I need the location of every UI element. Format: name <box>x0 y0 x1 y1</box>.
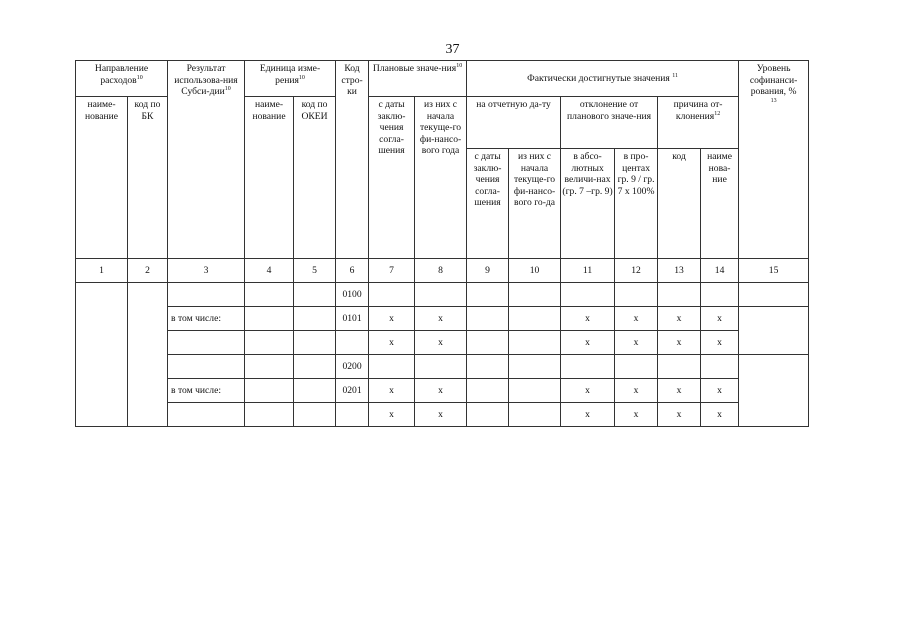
column-number: 11 <box>561 259 615 283</box>
header-otklonenie: отклонение от планового значе-ния <box>561 97 658 149</box>
data-cell <box>294 331 336 355</box>
header-fact-iz-nih: из них с начала текуще-го фи-нансо-вого го-да <box>509 149 561 259</box>
header-kod-stroki: Код стро-ки <box>336 61 369 259</box>
header-na-otchetnuyu: на отчетную да-ту <box>467 97 561 149</box>
column-number: 7 <box>369 259 415 283</box>
data-cell: x <box>561 379 615 403</box>
data-cell <box>294 283 336 307</box>
column-number: 14 <box>701 259 739 283</box>
data-cell <box>294 403 336 427</box>
row-label <box>168 331 245 355</box>
report-table <box>75 60 809 427</box>
row-label <box>168 403 245 427</box>
page-number: 37 <box>445 42 460 57</box>
data-cell: x <box>561 307 615 331</box>
data-cell: x <box>415 403 467 427</box>
data-cell <box>245 403 294 427</box>
data-cell: x <box>415 331 467 355</box>
data-cell: x <box>701 379 739 403</box>
data-cell <box>245 355 294 379</box>
row-code: 0100 <box>336 283 369 307</box>
data-cell <box>369 355 415 379</box>
column-number: 12 <box>615 259 658 283</box>
data-cell: x <box>415 379 467 403</box>
row-label <box>168 283 245 307</box>
data-cell <box>415 283 467 307</box>
data-cell: x <box>658 403 701 427</box>
data-cell <box>294 379 336 403</box>
data-cell <box>467 355 509 379</box>
header-napravlenie: Направление расходов$^{10}$ <box>76 61 168 97</box>
header-kod: код <box>658 149 701 259</box>
data-cell <box>369 283 415 307</box>
header-rezultat: Результат использова-ния Субси-дии$^{10}$ <box>168 61 245 259</box>
data-cell: x <box>658 331 701 355</box>
row-code: 0200 <box>336 355 369 379</box>
data-cell: x <box>369 331 415 355</box>
data-cell: x <box>561 403 615 427</box>
column-number: 13 <box>658 259 701 283</box>
header-fakticheski: Фактически достигнутые значения $^{11}$ <box>467 61 739 97</box>
column-number: 8 <box>415 259 467 283</box>
header-kod-okei: код по ОКЕИ <box>294 97 336 259</box>
row-code: 0101 <box>336 307 369 331</box>
header-naimenovanie-3: наиме нова-ние <box>701 149 739 259</box>
data-cell <box>739 283 809 307</box>
column-number: 10 <box>509 259 561 283</box>
data-cell: x <box>701 331 739 355</box>
data-cell: x <box>701 307 739 331</box>
header-uroven: Уровень софинанси-рования, % $^{13}$ <box>739 61 809 259</box>
data-cell <box>467 331 509 355</box>
row-label: в том числе: <box>168 379 245 403</box>
data-cell <box>509 283 561 307</box>
data-cell <box>467 379 509 403</box>
data-cell: x <box>369 379 415 403</box>
header-plan-iz-nih: из них с начала текуще-го фи-нансо-вого года <box>415 97 467 259</box>
data-cell <box>76 283 128 427</box>
data-cell <box>739 307 809 355</box>
data-cell <box>658 355 701 379</box>
data-cell <box>561 283 615 307</box>
row-label <box>168 355 245 379</box>
data-cell <box>245 307 294 331</box>
data-cell <box>509 331 561 355</box>
data-cell <box>509 379 561 403</box>
column-number: 9 <box>467 259 509 283</box>
header-prichina: причина от-клонения$^{12}$ <box>658 97 739 149</box>
header-v-procentah: в про-центах гр. 9 / гр. 7 х 100% <box>615 149 658 259</box>
data-cell <box>509 355 561 379</box>
row-code: 0201 <box>336 379 369 403</box>
data-cell <box>739 355 809 427</box>
data-cell: x <box>615 331 658 355</box>
data-cell <box>245 331 294 355</box>
data-cell <box>294 355 336 379</box>
column-number: 4 <box>245 259 294 283</box>
column-number: 5 <box>294 259 336 283</box>
header-kod-bk: код по БК <box>128 97 168 259</box>
data-cell <box>561 355 615 379</box>
header-naimenovanie-2: наиме-нование <box>245 97 294 259</box>
column-number: 1 <box>76 259 128 283</box>
data-cell <box>415 355 467 379</box>
data-cell <box>509 307 561 331</box>
header-plan-s-daty: с даты заклю-чения согла-шения <box>369 97 415 259</box>
data-cell <box>658 283 701 307</box>
row-label: в том числе: <box>168 307 245 331</box>
data-cell <box>701 355 739 379</box>
data-cell <box>294 307 336 331</box>
data-cell <box>701 283 739 307</box>
data-cell: x <box>615 379 658 403</box>
header-planovye: Плановые значе-ния$^{10}$ <box>369 61 467 97</box>
data-cell: x <box>658 379 701 403</box>
data-cell: x <box>369 403 415 427</box>
row-code <box>336 403 369 427</box>
data-cell <box>615 283 658 307</box>
header-edinica: Единица изме-рения$^{10}$ <box>245 61 336 97</box>
header-fact-s-daty: с даты заклю-чения согла-шения <box>467 149 509 259</box>
column-number: 6 <box>336 259 369 283</box>
data-cell <box>128 283 168 427</box>
data-cell <box>467 307 509 331</box>
data-cell: x <box>615 403 658 427</box>
column-number: 3 <box>168 259 245 283</box>
data-cell: x <box>415 307 467 331</box>
data-cell <box>245 283 294 307</box>
data-cell: x <box>701 403 739 427</box>
row-code <box>336 331 369 355</box>
data-cell: x <box>658 307 701 331</box>
data-cell <box>615 355 658 379</box>
column-number: 15 <box>739 259 809 283</box>
data-cell: x <box>369 307 415 331</box>
data-cell <box>467 403 509 427</box>
data-cell <box>467 283 509 307</box>
column-number: 2 <box>128 259 168 283</box>
data-cell: x <box>561 331 615 355</box>
header-v-absolyutnyh: в абсо-лютных величи-нах (гр. 7 –гр. 9) <box>561 149 615 259</box>
header-naimenovanie-1: наиме-нование <box>76 97 128 259</box>
data-cell <box>245 379 294 403</box>
data-cell <box>509 403 561 427</box>
data-cell: x <box>615 307 658 331</box>
